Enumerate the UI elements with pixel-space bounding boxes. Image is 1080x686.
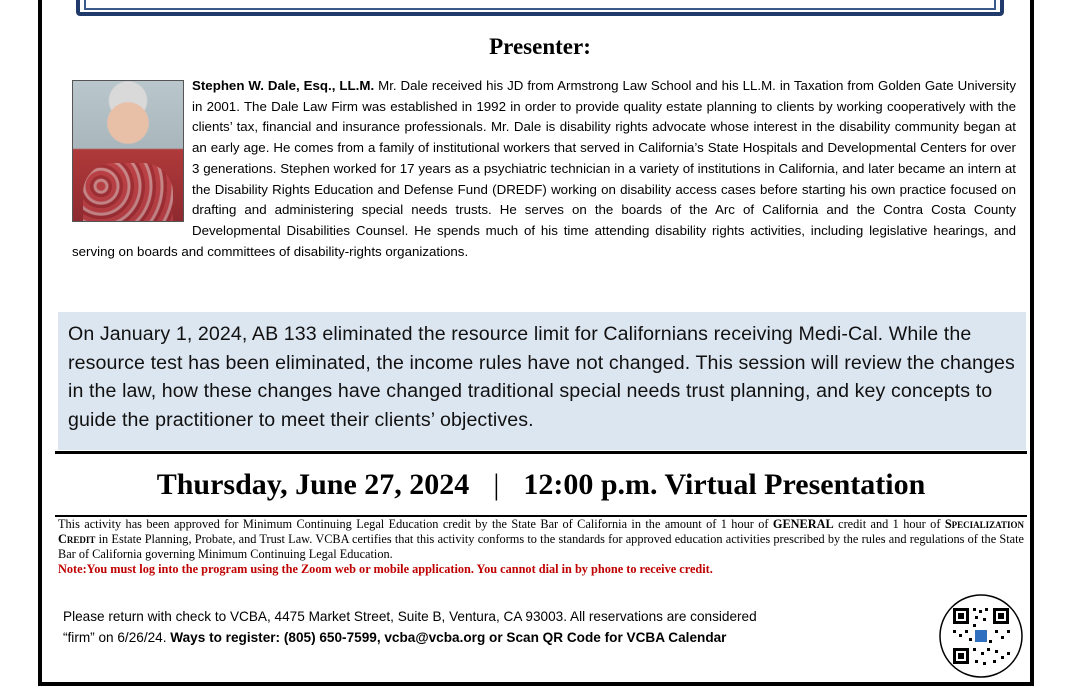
registration-info (63, 606, 913, 648)
title-banner-inner-border (84, 0, 996, 10)
presenter-bio-block (60, 76, 1018, 262)
event-date-bar (55, 451, 1027, 517)
mcle-text-3: in Estate Planning, Probate, and Trust Law. VCBA certifies that this activity conforms to the standards for approved education activities prescribed by the rules and regulations of the State Bar of California governing Minimum Continuing Legal Education. (58, 531, 1024, 561)
qr-code[interactable] (939, 594, 1023, 678)
event-separator: | (493, 467, 500, 501)
mcle-credit-notice (58, 517, 1024, 577)
presenter-bio (60, 76, 1018, 262)
mcle-zoom-note: Note:You must log into the program using the Zoom web or mobile application. You cannot dial in by phone to receive credit. (58, 561, 713, 576)
mcle-specialization: Specialization Credit (58, 517, 1025, 546)
event-time: 12:00 p.m. Virtual Presentation (523, 467, 926, 501)
session-summary-box (58, 312, 1026, 450)
event-date: Thursday, June 27, 2024 (156, 467, 470, 501)
mcle-general: GENERAL (772, 517, 834, 531)
presenter-heading: Presenter: (489, 34, 591, 59)
registration-deadline: “firm” on 6/26/24. (63, 630, 171, 645)
presenter-photo (72, 80, 184, 222)
registration-line-2 (63, 627, 913, 648)
presenter-name: Stephen W. Dale, Esq., LL.M. (192, 78, 375, 93)
mcle-text-2: credit and 1 hour of (833, 517, 945, 531)
registration-methods: Ways to register: (805) 650-7599, vcba@vcba.org or Scan QR Code for VCBA Calendar (170, 630, 727, 645)
registration-line-1: Please return with check to VCBA, 4475 Market Street, Suite B, Ventura, CA 93003. All reservations are considered (63, 609, 757, 624)
session-summary: On January 1, 2024, AB 133 eliminated the resource limit for Californians receiving Medi-Cal. While the resource test has been eliminated, the income rules have not changed. This session will review the changes in the law, how these changes have changed traditional special needs trust planning, and key concepts to guide the practitioner to meet their clients’ objectives. (68, 323, 1015, 431)
title-banner-bottom-edge (76, 0, 1004, 16)
presenter-bio-text: Mr. Dale received his JD from Armstrong Law School and his LL.M. in Taxation from Golden Gate University in 2001. The Dale Law Firm was established in 1992 in order to provide quality estate planning to clients by working cooperatively with the clients’ tax, financial and insurance professionals. Mr. Dale is disability rights advocate whose interest in the disability community began at an early age. He comes from a family of institutional workers that served in California’s State Hospitals and Developmental Centers for over 3 generations. Stephen worked for 17 years as a psychiatric technician in a variety of institutions in California, and later became an intern at the Disability Rights Education and Defense Fund (DREDF) working on disability access cases before starting his own practice focused on drafting and administering special needs trusts. He serves on the boards of the Arc of California and the Contra Costa County Developmental Disabilities Counsel. He spends much of his time attending disability rights activities, including legislative hearings, and serving on boards and committees of disability-rights organizations. (72, 78, 1016, 259)
qr-center-logo (975, 630, 987, 642)
mcle-text-1: This activity has been approved for Minimum Continuing Legal Education credit by the State Bar of California in the amount of 1 hour of (58, 517, 773, 531)
